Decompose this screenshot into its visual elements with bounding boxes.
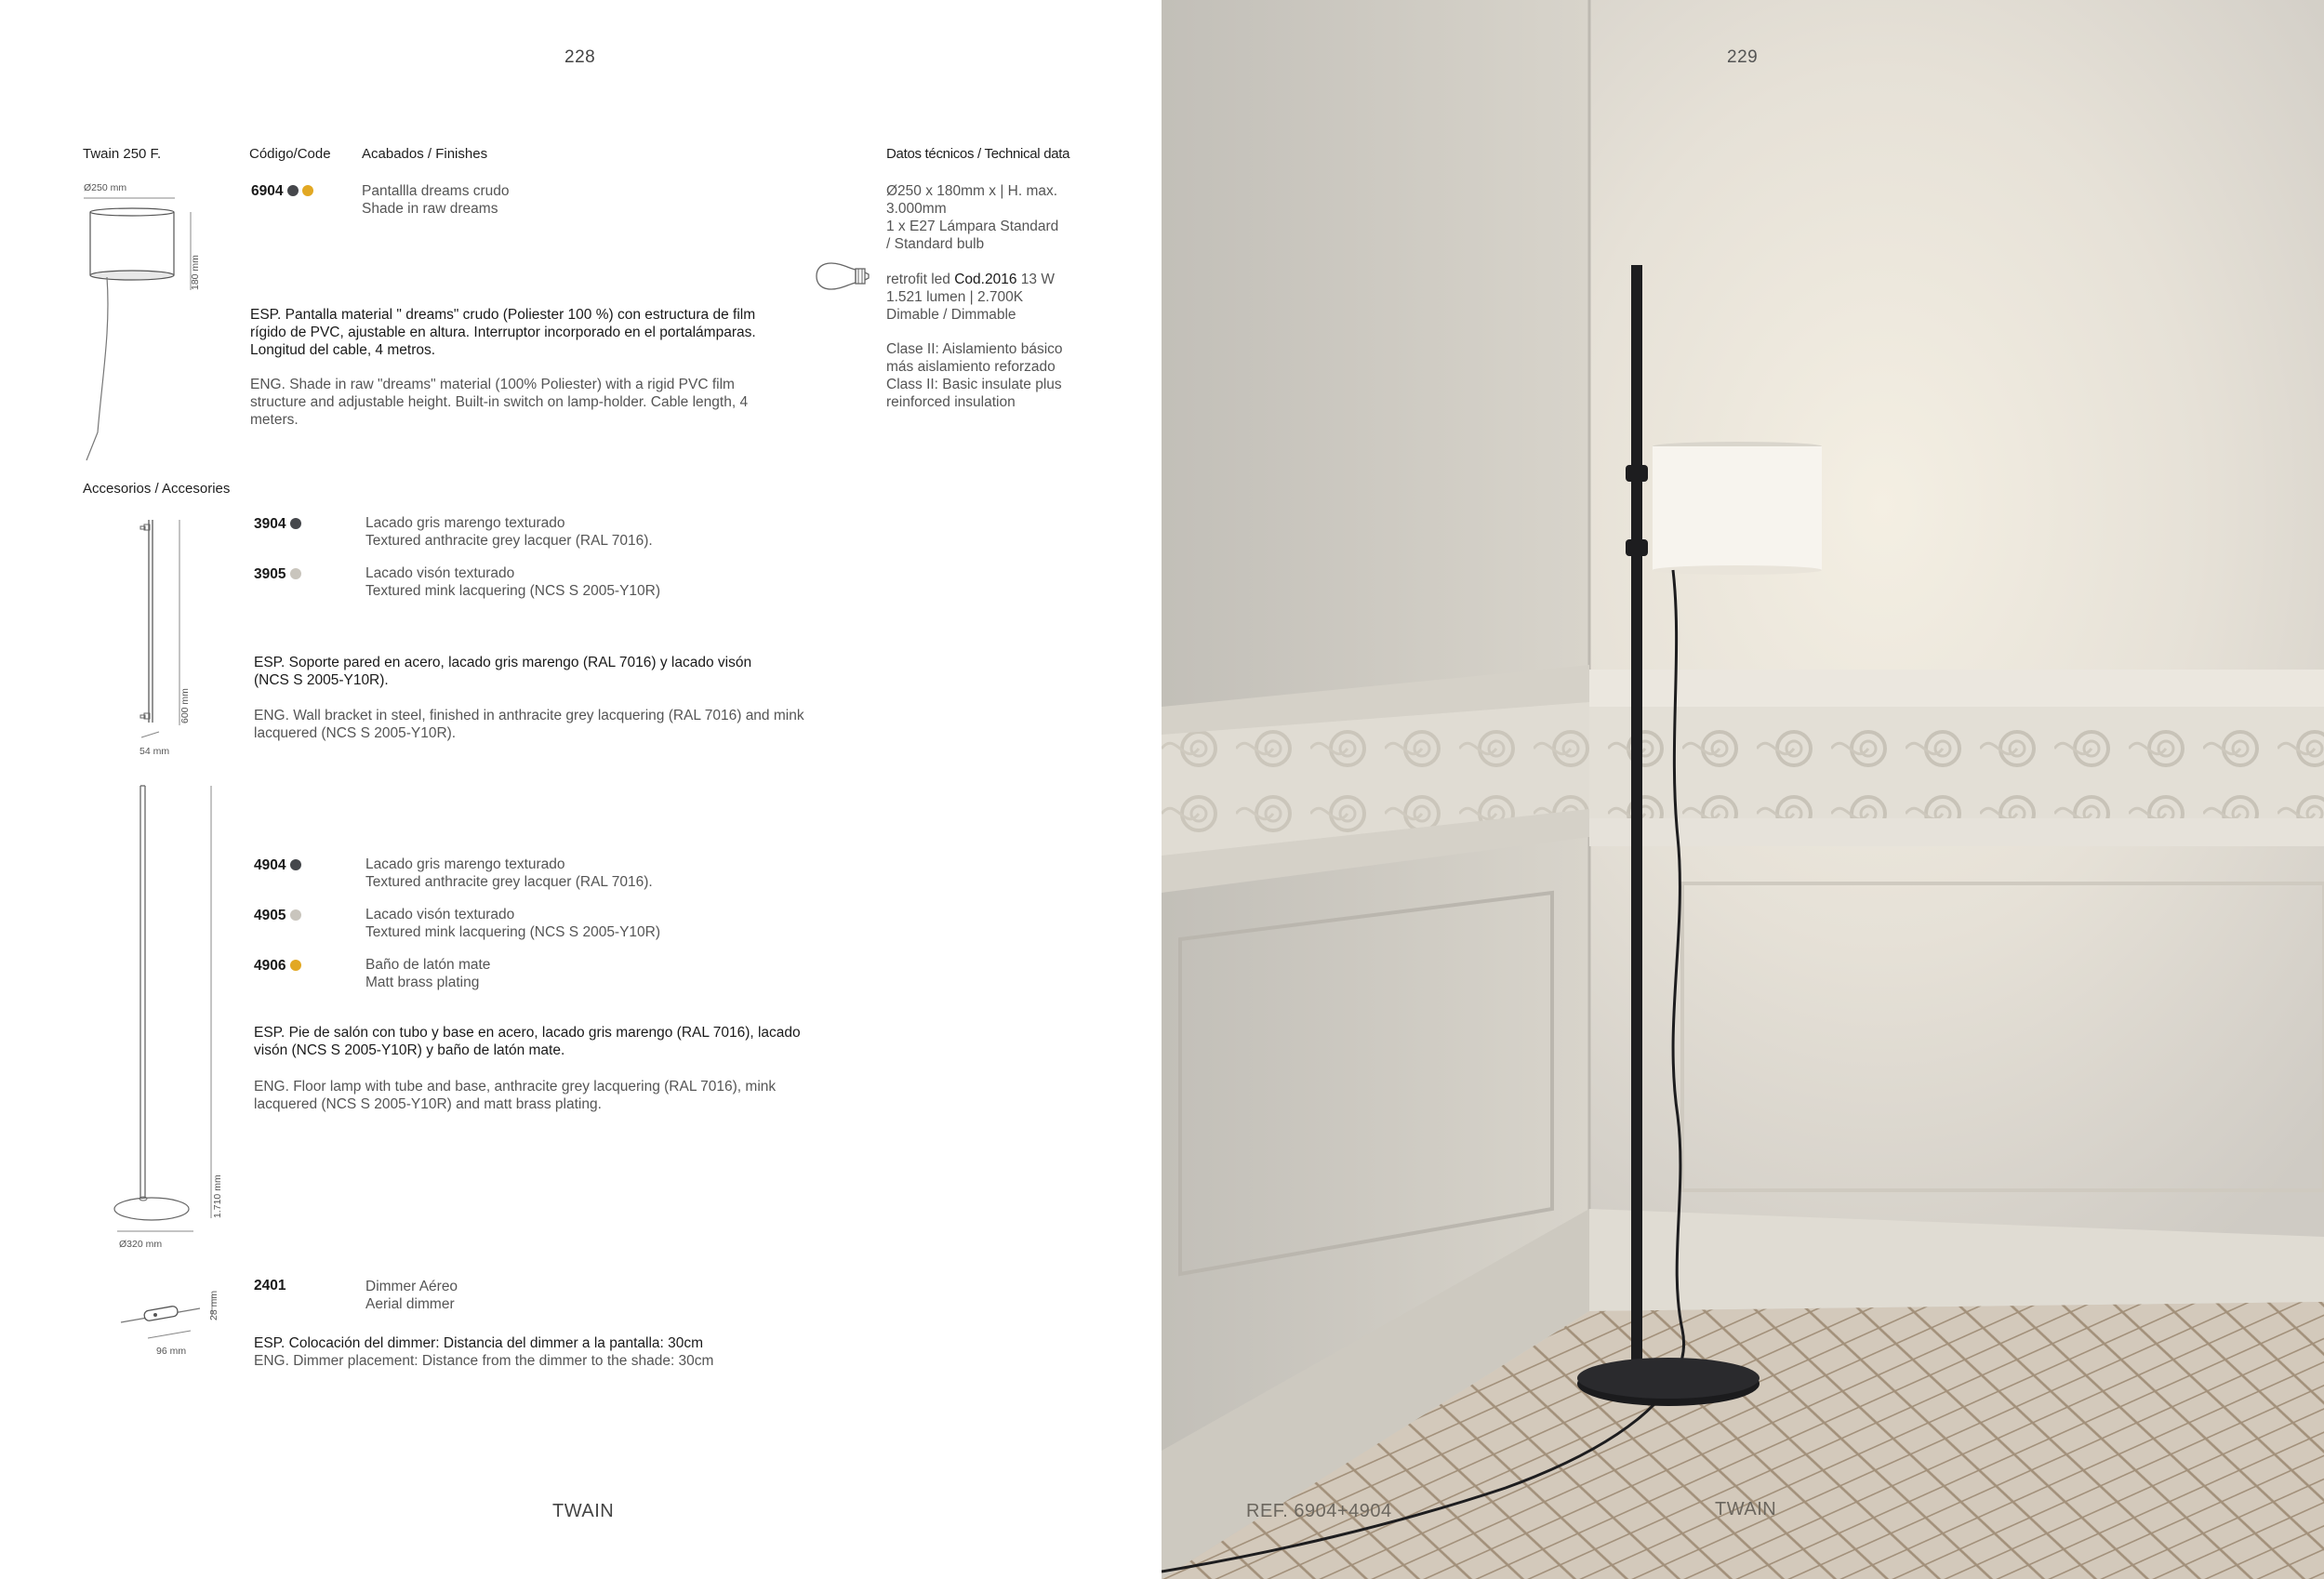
item-code: 3904 [254,516,286,532]
bulb-code: Cod.2016 [954,272,1017,287]
esp-line: Longitud del cable, 4 metros. [250,342,436,358]
item-4905 [254,908,301,924]
item-desc-line: Lacado gris marengo texturado [365,515,565,531]
anthracite-swatch [290,518,301,529]
esp-line: (NCS S 2005-Y10R). [254,672,389,688]
tech-line: 3.000mm [886,201,947,217]
bulb-suffix: 13 W [1016,272,1055,287]
floor-stand-eng [254,1078,849,1113]
footer-right: TWAIN [1715,1499,1777,1519]
item-desc-line: Textured anthracite grey lacquer (RAL 7016). [365,533,653,549]
eng-line: lacquered (NCS S 2005-Y10R) and matt brass plating. [254,1096,602,1112]
tech-line: Dimable / Dimmable [886,307,1016,323]
eng-line: lacquered (NCS S 2005-Y10R). [254,725,457,741]
anthracite-swatch [290,859,301,870]
page-number-left: 228 [564,47,596,67]
wall-bracket-height-label: 600 mm [179,688,191,723]
item-4905-desc [365,906,660,941]
bulb-prefix: retrofit led [886,272,955,287]
wall-bracket-drawing [130,516,223,749]
wall-bracket-esp [254,654,830,689]
tech-line: 1.521 lumen | 2.700K [886,289,1024,305]
item-3905 [254,566,301,583]
esp-line: ESP. Pie de salón con tubo y base en acero, lacado gris marengo (RAL 7016), lacado [254,1025,801,1041]
eng-line: structure and adjustable height. Built-in switch on lamp-holder. Cable length, 4 [250,394,749,410]
footer-left: TWAIN [552,1501,615,1521]
technical-data [886,182,1128,411]
product-finish [362,182,510,218]
eng-line: ENG. Wall bracket in steel, finished in anthracite grey lacquering (RAL 7016) and mink [254,708,804,723]
item-desc-line: Textured mink lacquering (NCS S 2005-Y10R) [365,583,661,599]
item-2401-desc [365,1278,458,1313]
dimmer-height-label: 28 mm [208,1290,219,1320]
item-desc-line: Aerial dimmer [365,1296,455,1312]
item-code: 3905 [254,566,286,582]
item-code: 4904 [254,857,286,873]
product-esp-description [250,306,808,359]
finish-line-1: Pantallla dreams crudo [362,183,510,199]
technical-header: Datos técnicos / Technical data [886,146,1070,162]
floor-stand-esp [254,1024,830,1059]
floor-stand-base-label: Ø320 mm [119,1239,163,1250]
tech-line: más aislamiento reforzado [886,359,1056,375]
product-name: Twain 250 F. [83,146,162,162]
item-2401: 2401 [254,1278,286,1294]
item-4904 [254,857,301,874]
item-desc-line: Textured mink lacquering (NCS S 2005-Y10R) [365,924,661,940]
eng-line: ENG. Shade in raw "dreams" material (100% Poliester) with a rigid PVC film [250,377,735,392]
product-code-text: 6904 [251,183,284,199]
lamp-photo [1162,0,2324,1579]
photo-reference: REF. 6904+4904 [1246,1501,1392,1521]
item-desc-line: Lacado gris marengo texturado [365,856,565,872]
item-4906-desc [365,956,490,991]
item-3904-desc [365,514,653,550]
shade-drawing [79,191,209,470]
dimmer-eng: ENG. Dimmer placement: Distance from the dimmer to the shade: 30cm [254,1353,714,1369]
tech-line: Ø250 x 180mm x | H. max. [886,183,1058,199]
shade-height-label: 180 mm [190,255,201,290]
item-3905-desc [365,564,660,600]
item-desc-line: Dimmer Aéreo [365,1279,458,1294]
esp-line: visón (NCS S 2005-Y10R) y baño de latón mate. [254,1042,565,1058]
brass-swatch [290,960,301,971]
shade-diameter-label: Ø250 mm [84,182,127,193]
mink-swatch [290,568,301,579]
dimmer-width-label: 96 mm [156,1346,187,1357]
code-header: Código/Code [249,146,331,162]
item-desc-line: Lacado visón texturado [365,907,515,922]
tech-line: Class II: Basic insulate plus [886,377,1062,392]
item-3904 [254,516,301,533]
item-code: 4906 [254,958,286,974]
finish-line-2: Shade in raw dreams [362,201,498,217]
tech-line: 1 x E27 Lámpara Standard [886,219,1059,234]
esp-line: rígido de PVC, ajustable en altura. Interruptor incorporado en el portalámparas. [250,325,756,340]
page-number-right: 229 [1727,47,1759,67]
floor-stand-drawing [110,781,221,1246]
accessories-header: Accesorios / Accesories [83,481,231,497]
item-4904-desc [365,856,653,891]
esp-line: ESP. Soporte pared en acero, lacado gris marengo (RAL 7016) y lacado visón [254,655,752,670]
esp-line: ESP. Pantalla material " dreams" crudo (Poliester 100 %) con estructura de film [250,307,756,323]
item-4906 [254,958,301,975]
tech-line: Clase II: Aislamiento básico [886,341,1063,357]
tech-line: reinforced insulation [886,394,1016,410]
item-desc-line: Textured anthracite grey lacquer (RAL 7016). [365,874,653,890]
product-code [251,183,313,200]
floor-stand-height-label: 1.710 mm [212,1174,223,1218]
bulb-line [886,271,1128,288]
eng-line: ENG. Floor lamp with tube and base, anthracite grey lacquering (RAL 7016), mink [254,1079,777,1095]
item-desc-line: Lacado visón texturado [365,565,515,581]
tech-line: / Standard bulb [886,236,985,252]
mink-swatch [290,909,301,921]
eng-line: meters. [250,412,299,428]
product-eng-description [250,376,808,429]
wall-bracket-width-label: 54 mm [139,746,170,757]
item-desc-line: Baño de latón mate [365,957,491,973]
finishes-header: Acabados / Finishes [362,146,488,162]
anthracite-swatch [287,185,299,196]
bulb-icon [815,260,882,294]
brass-swatch [302,185,313,196]
item-desc-line: Matt brass plating [365,975,480,990]
dimmer-esp: ESP. Colocación del dimmer: Distancia del dimmer a la pantalla: 30cm [254,1335,704,1351]
item-code: 4905 [254,908,286,923]
wall-bracket-eng [254,707,849,742]
